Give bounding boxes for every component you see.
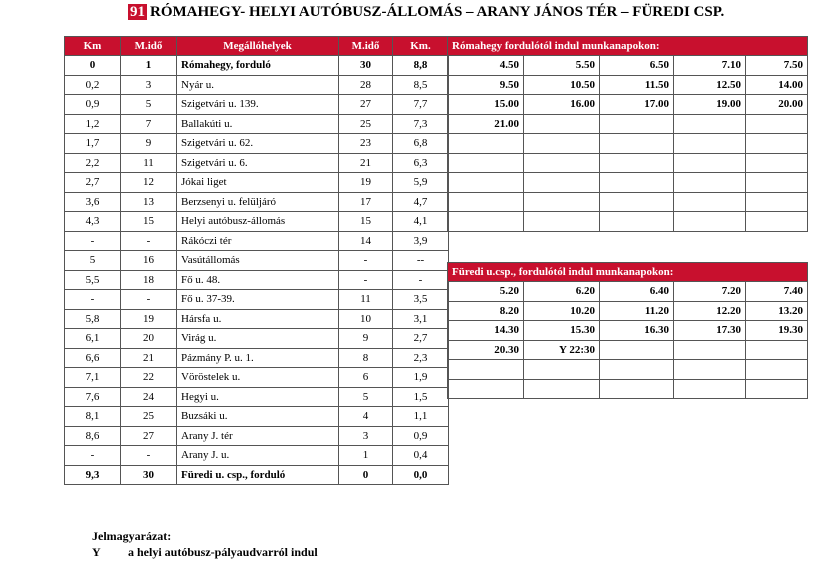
romahegy-departures-header: Rómahegy fordulótól indul munkanapokon: — [448, 37, 808, 56]
time-cell: 1 — [121, 56, 177, 76]
departure-time: 21.00 — [448, 114, 524, 134]
stop-row — [65, 75, 449, 95]
time-cell: 11 — [121, 153, 177, 173]
stop-name-cell: Szigetvári u. 139. — [177, 95, 339, 115]
km-return-cell: 0,9 — [393, 426, 449, 446]
time-return-cell: 28 — [339, 75, 393, 95]
time-cell: - — [121, 231, 177, 251]
departure-row — [448, 56, 808, 76]
km-cell: - — [65, 231, 121, 251]
time-return-cell: 23 — [339, 134, 393, 154]
km-cell: 9,3 — [65, 465, 121, 485]
stop-name-cell: Ballakúti u. — [177, 114, 339, 134]
km-return-cell: 3,5 — [393, 290, 449, 310]
km-return-cell: 0,4 — [393, 446, 449, 466]
departure-row — [448, 173, 808, 193]
stop-name-cell: Fő u. 48. — [177, 270, 339, 290]
time-return-cell: 27 — [339, 95, 393, 115]
stop-row — [65, 56, 449, 76]
km-return-cell: - — [393, 270, 449, 290]
stop-name-cell: Szigetvári u. 62. — [177, 134, 339, 154]
time-cell: 18 — [121, 270, 177, 290]
stop-row — [65, 231, 449, 251]
route-name: RÓMAHEGY- HELYI AUTÓBUSZ-ÁLLOMÁS – ARANY JÁNOS TÉR – FÜREDI CSP. — [150, 4, 725, 20]
time-return-cell: 17 — [339, 192, 393, 212]
km-cell: 7,6 — [65, 387, 121, 407]
departure-time — [674, 134, 746, 154]
km-cell: 7,1 — [65, 368, 121, 388]
stop-row — [65, 270, 449, 290]
stops-table-header — [65, 37, 449, 56]
stop-row — [65, 387, 449, 407]
km-return-cell: 1,9 — [393, 368, 449, 388]
departure-time — [448, 379, 524, 399]
legend-symbol: Y — [92, 545, 101, 559]
departure-time: 17.00 — [600, 95, 674, 115]
km-cell: 0 — [65, 56, 121, 76]
departure-time — [746, 360, 808, 380]
departure-time — [746, 212, 808, 232]
departure-time: 20.00 — [746, 95, 808, 115]
stop-name-cell: Nyár u. — [177, 75, 339, 95]
departure-time — [746, 173, 808, 193]
departure-time — [524, 153, 600, 173]
km-cell: 1,7 — [65, 134, 121, 154]
stop-row — [65, 446, 449, 466]
departure-row — [448, 75, 808, 95]
header-km: Km — [65, 37, 121, 56]
departure-time: 7.20 — [674, 282, 746, 302]
stop-row — [65, 426, 449, 446]
stop-name-cell: Vöröstelek u. — [177, 368, 339, 388]
legend-entry — [92, 544, 318, 560]
stop-name-cell: Berzsenyi u. felüljáró — [177, 192, 339, 212]
departure-time — [674, 153, 746, 173]
route-number: 91 — [130, 4, 145, 20]
km-return-cell: 2,3 — [393, 348, 449, 368]
departure-time — [600, 212, 674, 232]
departure-time — [600, 114, 674, 134]
departure-time: 13.20 — [746, 301, 808, 321]
time-return-cell: 21 — [339, 153, 393, 173]
km-cell: 8,1 — [65, 407, 121, 427]
time-return-cell: 30 — [339, 56, 393, 76]
time-cell: 9 — [121, 134, 177, 154]
stop-name-cell: Rákóczi tér — [177, 231, 339, 251]
km-cell: 5,5 — [65, 270, 121, 290]
departure-row — [448, 321, 808, 341]
time-cell: 22 — [121, 368, 177, 388]
time-return-cell: 15 — [339, 212, 393, 232]
departure-time — [600, 360, 674, 380]
km-return-cell: 0,0 — [393, 465, 449, 485]
km-return-cell: 1,5 — [393, 387, 449, 407]
km-cell: 8,6 — [65, 426, 121, 446]
departure-time — [746, 134, 808, 154]
stop-row — [65, 192, 449, 212]
time-cell: - — [121, 290, 177, 310]
stop-row — [65, 329, 449, 349]
departure-time — [674, 192, 746, 212]
stop-row — [65, 212, 449, 232]
stop-row — [65, 368, 449, 388]
departure-row — [448, 153, 808, 173]
departure-row — [448, 360, 808, 380]
departure-time — [600, 173, 674, 193]
departure-time — [674, 114, 746, 134]
km-cell: 3,6 — [65, 192, 121, 212]
time-cell: 20 — [121, 329, 177, 349]
departure-time: 4.50 — [448, 56, 524, 76]
departure-row — [448, 282, 808, 302]
stop-row — [65, 114, 449, 134]
legend — [92, 528, 318, 560]
departure-time — [674, 212, 746, 232]
time-cell: 24 — [121, 387, 177, 407]
stop-row — [65, 465, 449, 485]
departure-time — [746, 379, 808, 399]
km-cell: 4,3 — [65, 212, 121, 232]
departure-time: 10.20 — [524, 301, 600, 321]
departure-row — [448, 379, 808, 399]
romahegy-departures-table — [447, 36, 808, 232]
km-cell: 0,2 — [65, 75, 121, 95]
km-return-cell: 7,3 — [393, 114, 449, 134]
km-return-cell: 6,3 — [393, 153, 449, 173]
stop-name-cell: Virág u. — [177, 329, 339, 349]
departure-time — [448, 360, 524, 380]
departure-time — [600, 379, 674, 399]
km-cell: 0,9 — [65, 95, 121, 115]
departure-time — [448, 134, 524, 154]
header-stops: Megállóhelyek — [177, 37, 339, 56]
time-cell: 30 — [121, 465, 177, 485]
km-return-cell: 3,9 — [393, 231, 449, 251]
departure-time — [746, 340, 808, 360]
departure-time — [524, 192, 600, 212]
time-return-cell: 25 — [339, 114, 393, 134]
time-return-cell: 1 — [339, 446, 393, 466]
departure-time: 7.10 — [674, 56, 746, 76]
time-cell: 15 — [121, 212, 177, 232]
stop-name-cell: Szigetvári u. 6. — [177, 153, 339, 173]
stop-row — [65, 134, 449, 154]
time-cell: 19 — [121, 309, 177, 329]
departure-time — [600, 134, 674, 154]
km-return-cell: 2,7 — [393, 329, 449, 349]
departure-time — [524, 360, 600, 380]
km-cell: 2,2 — [65, 153, 121, 173]
departure-row — [448, 212, 808, 232]
km-cell: 1,2 — [65, 114, 121, 134]
departure-time: 11.50 — [600, 75, 674, 95]
departure-time: 7.50 — [746, 56, 808, 76]
stop-name-cell: Hársfa u. — [177, 309, 339, 329]
time-return-cell: 3 — [339, 426, 393, 446]
departure-time: 8.20 — [448, 301, 524, 321]
departure-time — [674, 379, 746, 399]
furedi-departures-header: Füredi u.csp., fordulótól indul munkanapokon: — [448, 263, 808, 282]
departure-time — [524, 114, 600, 134]
page-title — [128, 4, 724, 21]
departure-time: 19.00 — [674, 95, 746, 115]
departure-time — [448, 173, 524, 193]
stop-row — [65, 153, 449, 173]
departure-time: 12.20 — [674, 301, 746, 321]
departure-time: 6.20 — [524, 282, 600, 302]
km-return-cell: 4,1 — [393, 212, 449, 232]
stop-name-cell: Fő u. 37-39. — [177, 290, 339, 310]
departure-time: 6.50 — [600, 56, 674, 76]
km-cell: 5,8 — [65, 309, 121, 329]
departure-time: 10.50 — [524, 75, 600, 95]
time-return-cell: 11 — [339, 290, 393, 310]
stop-row — [65, 173, 449, 193]
header-time: M.idő — [121, 37, 177, 56]
stop-row — [65, 348, 449, 368]
stop-name-cell: Arany J. u. — [177, 446, 339, 466]
departure-time — [746, 114, 808, 134]
time-return-cell: 19 — [339, 173, 393, 193]
legend-title: Jelmagyarázat: — [92, 529, 172, 543]
departure-time: 19.30 — [746, 321, 808, 341]
time-cell: 21 — [121, 348, 177, 368]
departure-time — [674, 360, 746, 380]
departure-time — [448, 153, 524, 173]
stop-name-cell: Helyi autóbusz-állomás — [177, 212, 339, 232]
departure-time: 7.40 — [746, 282, 808, 302]
departure-time: 15.30 — [524, 321, 600, 341]
km-return-cell: 8,8 — [393, 56, 449, 76]
departure-time: 12.50 — [674, 75, 746, 95]
departure-row — [448, 95, 808, 115]
stop-name-cell: Rómahegy, forduló — [177, 56, 339, 76]
departure-time: 16.00 — [524, 95, 600, 115]
departure-time: 11.20 — [600, 301, 674, 321]
departure-time — [600, 192, 674, 212]
time-cell: 25 — [121, 407, 177, 427]
stop-name-cell: Buzsáki u. — [177, 407, 339, 427]
km-return-cell: 7,7 — [393, 95, 449, 115]
departure-time: 9.50 — [448, 75, 524, 95]
departure-time — [674, 340, 746, 360]
departure-time: 14.30 — [448, 321, 524, 341]
time-return-cell: - — [339, 251, 393, 271]
stop-name-cell: Füredi u. csp., forduló — [177, 465, 339, 485]
departure-time: 5.50 — [524, 56, 600, 76]
km-return-cell: 3,1 — [393, 309, 449, 329]
time-return-cell: 0 — [339, 465, 393, 485]
stop-name-cell: Arany J. tér — [177, 426, 339, 446]
stops-table — [64, 36, 449, 485]
departure-time — [524, 173, 600, 193]
stop-name-cell: Pázmány P. u. 1. — [177, 348, 339, 368]
km-cell: - — [65, 446, 121, 466]
legend-description: a helyi autóbusz-pályaudvarról indul — [128, 545, 318, 559]
stop-row — [65, 309, 449, 329]
departure-time: 6.40 — [600, 282, 674, 302]
departure-row — [448, 192, 808, 212]
km-cell: - — [65, 290, 121, 310]
stop-row — [65, 95, 449, 115]
time-cell: 5 — [121, 95, 177, 115]
stop-row — [65, 407, 449, 427]
stop-name-cell: Jókai liget — [177, 173, 339, 193]
departure-time: 17.30 — [674, 321, 746, 341]
departure-time — [448, 192, 524, 212]
departure-time — [674, 173, 746, 193]
departure-time — [600, 340, 674, 360]
km-cell: 2,7 — [65, 173, 121, 193]
km-return-cell: 8,5 — [393, 75, 449, 95]
header-time-return: M.idő — [339, 37, 393, 56]
stop-row — [65, 290, 449, 310]
departure-row — [448, 301, 808, 321]
km-cell: 6,6 — [65, 348, 121, 368]
stop-name-cell: Vasútállomás — [177, 251, 339, 271]
time-cell: 13 — [121, 192, 177, 212]
departure-time — [524, 379, 600, 399]
time-cell: 3 — [121, 75, 177, 95]
time-return-cell: 14 — [339, 231, 393, 251]
departure-row — [448, 134, 808, 154]
km-return-cell: 6,8 — [393, 134, 449, 154]
km-cell: 6,1 — [65, 329, 121, 349]
departure-row — [448, 114, 808, 134]
furedi-departures-table — [447, 262, 808, 399]
departure-time — [524, 134, 600, 154]
departure-row — [448, 340, 808, 360]
time-return-cell: - — [339, 270, 393, 290]
departure-time: 20.30 — [448, 340, 524, 360]
time-cell: 27 — [121, 426, 177, 446]
departure-time — [746, 153, 808, 173]
time-return-cell: 8 — [339, 348, 393, 368]
time-cell: 7 — [121, 114, 177, 134]
departure-time: 14.00 — [746, 75, 808, 95]
stop-row — [65, 251, 449, 271]
time-cell: - — [121, 446, 177, 466]
km-return-cell: 1,1 — [393, 407, 449, 427]
departure-time: 16.30 — [600, 321, 674, 341]
departure-time — [524, 212, 600, 232]
departure-time — [746, 192, 808, 212]
time-cell: 16 — [121, 251, 177, 271]
km-cell: 5 — [65, 251, 121, 271]
time-return-cell: 6 — [339, 368, 393, 388]
time-cell: 12 — [121, 173, 177, 193]
departure-time — [448, 212, 524, 232]
time-return-cell: 10 — [339, 309, 393, 329]
departure-time — [600, 153, 674, 173]
departure-time: 15.00 — [448, 95, 524, 115]
km-return-cell: -- — [393, 251, 449, 271]
km-return-cell: 5,9 — [393, 173, 449, 193]
time-return-cell: 9 — [339, 329, 393, 349]
time-return-cell: 5 — [339, 387, 393, 407]
departure-time: 5.20 — [448, 282, 524, 302]
time-return-cell: 4 — [339, 407, 393, 427]
header-km-return: Km. — [393, 37, 449, 56]
stop-name-cell: Hegyi u. — [177, 387, 339, 407]
km-return-cell: 4,7 — [393, 192, 449, 212]
departure-time: Y 22:30 — [524, 340, 600, 360]
